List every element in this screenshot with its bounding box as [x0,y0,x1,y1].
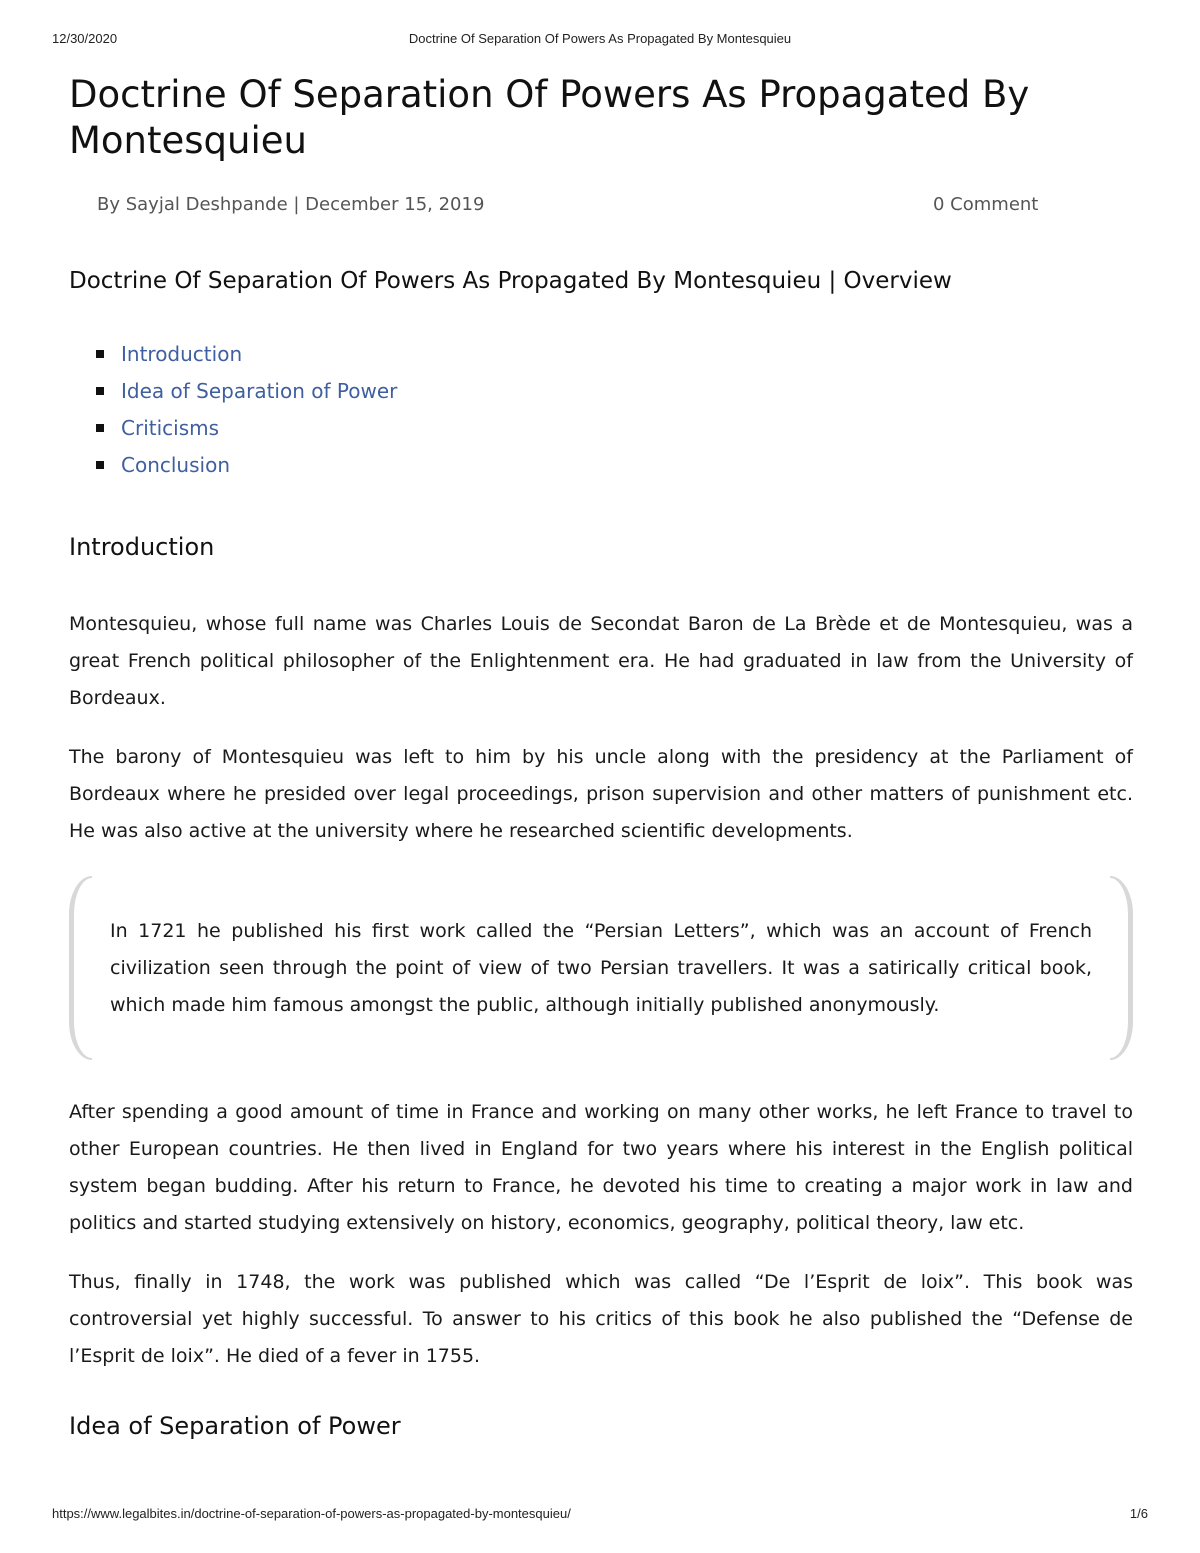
toc-link-conclusion[interactable]: Conclusion [121,453,230,477]
toc-item [96,453,1133,490]
page-number: 1/6 [1129,1506,1148,1521]
print-footer [52,1506,1148,1526]
article-byline: By Sayjal Deshpande | December 15, 2019 [97,194,485,215]
toc-item [96,416,1133,453]
toc-item [96,379,1133,416]
blockquote [69,876,1133,1058]
blockquote-text: In 1721 he published his first work called the “Persian Letters”, which was an account of French civilization seen through the point of view of two Persian travellers. It was a satirically critical book, which made him famous amongst the public, although initially published anonymously. [110,920,1092,1016]
bullet-icon [96,424,104,432]
print-url: https://www.legalbites.in/doctrine-of-separation-of-powers-as-propagated-by-montesquieu/ [52,1506,571,1521]
article [69,72,1133,1441]
article-meta [69,194,1133,222]
article-title: Doctrine Of Separation Of Powers As Propagated By Montesquieu [69,73,1030,162]
quote-bracket-right [1110,876,1133,1060]
print-doc-title: Doctrine Of Separation Of Powers As Propagated By Montesquieu [408,31,792,46]
introduction-paragraph-4: Thus, finally in 1748, the work was published which was called “De l’Esprit de loix”. This book was controversial yet highly successful. To answer to his critics of this book he also published the “Defense de l’Esprit de loix”. He died of a fever in 1755. [69,1271,1133,1367]
comments-link[interactable]: 0 Comment [933,194,1039,215]
print-date: 12/30/2020 [52,31,118,46]
bullet-icon [96,461,104,469]
toc-link-idea-of-separation[interactable]: Idea of Separation of Power [121,379,398,403]
overview-heading: Doctrine Of Separation Of Powers As Propagated By Montesquieu | Overview [69,268,952,294]
toc-link-criticisms[interactable]: Criticisms [121,416,220,440]
toc-link-introduction[interactable]: Introduction [121,342,243,366]
bullet-icon [96,387,104,395]
introduction-paragraph-3: After spending a good amount of time in France and working on many other works, he left France to travel to other European countries. He then lived in England for two years where his interest in the English political system began budding. After his return to France, he devoted his time to creating a major work in law and politics and started studying extensively on history, economics, geography, political theory, law etc. [69,1101,1133,1234]
quote-bracket-left [69,876,92,1060]
separation-heading: Idea of Separation of Power [69,1412,401,1440]
print-header [52,31,1148,51]
introduction-paragraph-2: The barony of Montesquieu was left to him by his uncle along with the presidency at the Parliament of Bordeaux where he presided over legal proceedings, prison supervision and other matters of punishment etc. He was also active at the university where he researched scientific developments. [69,746,1133,842]
bullet-icon [96,350,104,358]
toc-item [96,342,1133,379]
introduction-paragraph-1: Montesquieu, whose full name was Charles Louis de Secondat Baron de La Brède et de Montesquieu, was a great French political philosopher of the Enlightenment era. He had graduated in law from the University of Bordeaux. [69,613,1133,709]
table-of-contents [69,342,1133,490]
introduction-heading: Introduction [69,533,215,561]
